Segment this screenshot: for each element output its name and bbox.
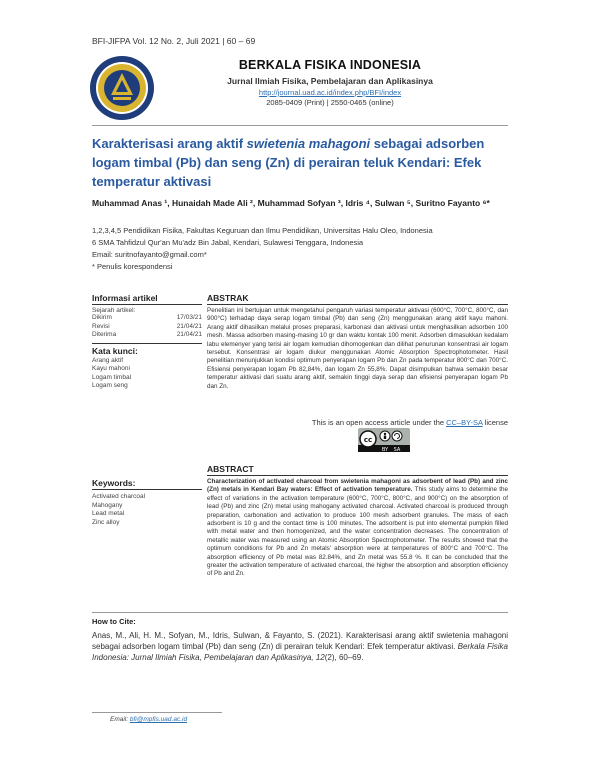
- journal-masthead: [200, 58, 460, 107]
- abstrak-title: ABSTRAK: [207, 293, 508, 305]
- university-seal-icon: [89, 55, 155, 121]
- how-to-cite-text: Anas, M., Ali, H. M., Sofyan, M., Idris, Sulwan, & Fayanto, S. (2021). Karakterisasi arang aktif swietenia mahagoni sebagai adsorben logam timbal (Pb) dan seng (Zn) di perairan teluk Kendari: Efek temperatur aktivasi. Berkala Fisika Indonesia: Jurnal Ilmiah Fisika, Pembelajaran dan Aplikasinya, 12(2), 60–69.: [92, 631, 508, 662]
- kata-kunci-title: Kata kunci:: [92, 343, 202, 357]
- cc-mark: cc: [363, 436, 373, 444]
- cc-sa-label: SA: [393, 447, 401, 452]
- keyword-item: Lead metal: [92, 510, 125, 517]
- cc-by-sa-badge-icon[interactable]: [358, 428, 410, 452]
- abstract-title: ABSTRACT: [207, 464, 508, 476]
- header-divider: [92, 125, 508, 126]
- how-to-cite-title: How to Cite:: [92, 617, 136, 626]
- article-info-title: Informasi artikel: [92, 293, 202, 305]
- footer-divider: [92, 712, 222, 713]
- cc-by-label: BY: [381, 447, 389, 452]
- kata-kunci-item: Arang aktif: [92, 356, 124, 364]
- history-row: Diterima 21/04/21: [92, 331, 202, 338]
- abstrak-text: Penelitian ini bertujuan untuk mengetahui pengaruh variasi temperatur aktivasi (600°C, 700°C, 800°C, dan 900°C) terhadap daya serap logam timbal (Pb) dan seng (Zn) menggunakan arang aktif kayu mahoni. Arang aktif dihasilkan melalui proses preparasi, karbonasi dan aktivasi untuk menghasilkan adsorben 100 mesh. Massa adsorben masing-masing 10 gr dan waktu kontak 100 menit. Adsorben dimasukkan kedalam labu elemenyer yang terisi air logam kemudian dihomogenkan dan dilihat penurunan konsentrasi air logam tersebut. Konsentrasi air logam diukur menggunakan Atomic Absorption Spectrophotometer. Hasil penelitian menunjukkan kondisi optimum penyerapan logam Pb dan Zn pada temperatur 800°C dan 700°C. Efisiensi penyerapan logam Pb 82,84%, dan logam Zn 55,8%. Dapat disimpulkan bahwa semakin besar temperatur aktivasi dari suatu arang aktif, semakin tinggi daya serap dan efisiensi penyerapan logam Pb dan Zn.: [207, 307, 508, 390]
- keyword-item: Mahogany: [92, 501, 123, 509]
- license-link[interactable]: CC–BY-SA: [446, 418, 483, 427]
- abstrak-section: [207, 293, 508, 391]
- article-title: Karakterisasi arang aktif swietenia mahagoni sebagai adsorben logam timbal (Pb) dan seng (Zn) di perairan teluk Kendari: Efek temperatur aktivasi: [92, 136, 485, 189]
- kata-kunci-item: Logam seng: [92, 382, 128, 389]
- journal-subtitle: Jurnal Ilmiah Fisika, Pembelajaran dan Aplikasinya: [227, 76, 433, 86]
- corresponding-email: Email: suritnofayanto@gmail.com*: [92, 250, 207, 259]
- author-list: Muhammad Anas ¹, Hunaidah Made Ali ², Muhammad Sofyan ³, Idris ⁴, Sulwan ⁵, Suritno Fayanto ⁶*: [92, 198, 490, 208]
- affiliation-1: 1,2,3,4,5 Pendidikan Fisika, Fakultas Keguruan dan Ilmu Pendidikan, Universitas Halu Oleo, Indonesia: [92, 226, 433, 235]
- cite-divider: [92, 612, 508, 613]
- affiliation-2: 6 SMA Tahfidzul Qur'an Mu'adz Bin Jabal, Kendari, Sulawesi Tenggara, Indonesia: [92, 238, 364, 247]
- abstract-text: Characterization of activated charcoal from swietenia mahagoni as adsorbent of lead (Pb) and zinc (Zn) metals in Kendari Bay waters: Effect of activation temperature. This study aims to determine the effect of variations in the activation temperature (600°C, 700°C, 800°C, and 900°C) on the absorption of lead (Pb) and zinc (Zn) metal using mahogany activated charcoal. Activated charcoal is produced through preparation, carbonation and activation to produce 100 mesh adsorbent granules. The mass of each adsorbent is 10 g and the contact time is 100 minutes. The adsorbent is put into elemental pumpkin filled with metal water and then homogenized, and the water concentration decreases. The concentration of metallic water was measured using an Atomic Absorption Spectrophotometer. The results showed that the optimum conditions for Pb and Zn metals' absorption were at temperatures of 800°C and 700°C. The absorption efficiency of Pb metal was 82.84%, and Zn metal was 55.8 %. It can be concluded that the greater the activation temperature of activated charcoal, the higher the absorption and absorption efficiency of Pb and Zn.: [207, 478, 508, 578]
- keyword-item: Zinc alloy: [92, 518, 120, 526]
- footer-email-link[interactable]: bfi@mpfis.uad.ac.id: [129, 716, 188, 723]
- running-header: BFI-JIFPA Vol. 12 No. 2, Juli 2021 | 60 – 69: [92, 36, 256, 46]
- abstract-section: [207, 464, 508, 579]
- footer-email: Email: bfi@mpfis.uad.ac.id: [110, 716, 188, 723]
- history-row: Revisi 21/04/21: [92, 322, 202, 330]
- corresponding-note: * Penulis korespondensi: [92, 262, 173, 271]
- journal-issn: 2085-0409 (Print) | 2550-0465 (online): [266, 98, 394, 107]
- keywords-title: Keywords:: [92, 478, 202, 490]
- kata-kunci-item: Logam timbal: [92, 373, 132, 381]
- history-label: Sejarah artikel:: [92, 307, 136, 314]
- keywords-box: [92, 475, 202, 527]
- keyword-item: Activated charcoal: [92, 493, 146, 500]
- article-info-box: [92, 293, 202, 391]
- kata-kunci-item: Kayu mahoni: [92, 365, 130, 372]
- license-statement: This is an open access article under the CC–BY-SA license: [311, 418, 508, 427]
- history-row: Dikirim 17/03/21: [92, 314, 202, 321]
- journal-name: BERKALA FISIKA INDONESIA: [238, 58, 422, 72]
- journal-url-link[interactable]: http://journal.uad.ac.id/index.php/BFI/index: [258, 88, 402, 97]
